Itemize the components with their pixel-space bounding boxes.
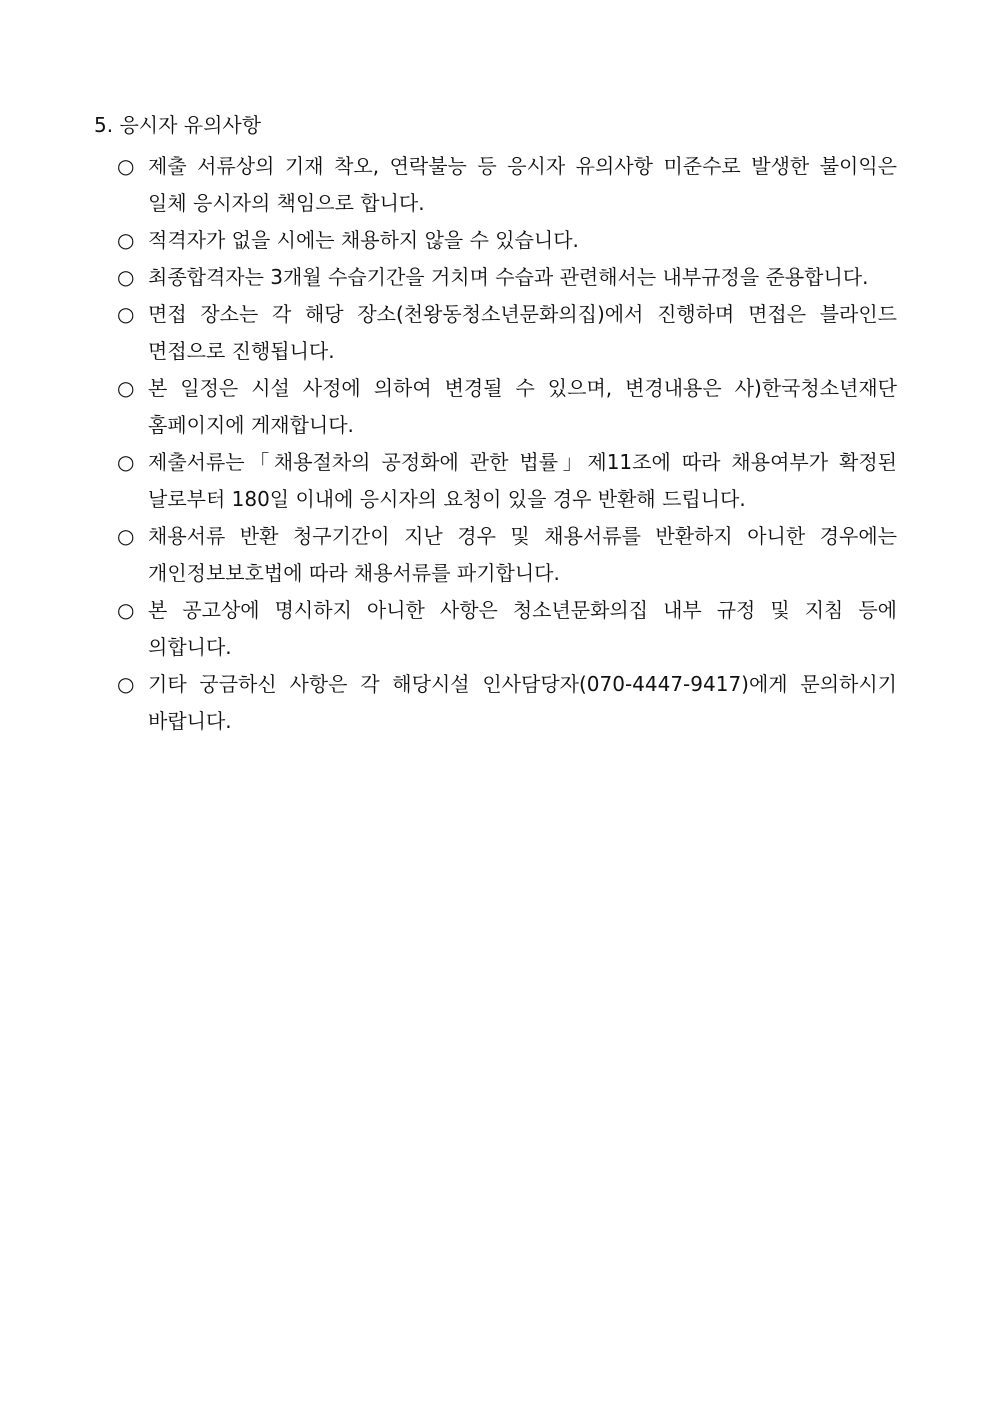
circle-bullet-icon: ○ [117, 524, 135, 548]
notice-item [117, 444, 897, 518]
circle-bullet-icon: ○ [117, 672, 135, 696]
notice-item [117, 518, 897, 592]
notice-item [117, 296, 897, 370]
circle-bullet-icon: ○ [117, 450, 135, 474]
notice-item [117, 592, 897, 666]
notice-text: 제출 서류상의 기재 착오, 연락불능 등 응시자 유의사항 미준수로 발생한 불이익은 일체 응시자의 책임으로 합니다. [148, 154, 897, 215]
notice-text: 적격자가 없을 시에는 채용하지 않을 수 있습니다. [148, 228, 579, 252]
circle-bullet-icon: ○ [117, 265, 135, 289]
notice-text: 채용서류 반환 청구기간이 지난 경우 및 채용서류를 반환하지 아니한 경우에는 개인정보보호법에 따라 채용서류를 파기합니다. [148, 524, 897, 585]
section-heading: 5. 응시자 유의사항 [94, 113, 262, 137]
notice-item [117, 259, 897, 296]
notice-item [117, 148, 897, 222]
notice-text: 본 공고상에 명시하지 아니한 사항은 청소년문화의집 내부 규정 및 지침 등에 의합니다. [148, 598, 897, 659]
notice-item [117, 666, 897, 740]
notice-text: 본 일정은 시설 사정에 의하여 변경될 수 있으며, 변경내용은 사)한국청소년재단 홈페이지에 게재합니다. [148, 376, 897, 437]
notice-text: 제출서류는「채용절차의 공정화에 관한 법률」제11조에 따라 채용여부가 확정된 날로부터 180일 이내에 응시자의 요청이 있을 경우 반환해 드립니다. [148, 450, 897, 511]
notice-text: 기타 궁금하신 사항은 각 해당시설 인사담당자(070-4447-9417)에게 문의하시기 바랍니다. [148, 672, 897, 733]
notice-text: 최종합격자는 3개월 수습기간을 거치며 수습과 관련해서는 내부규정을 준용합니다. [148, 265, 869, 289]
notice-list [117, 148, 897, 740]
circle-bullet-icon: ○ [117, 228, 135, 252]
notice-item [117, 222, 897, 259]
notice-item [117, 370, 897, 444]
circle-bullet-icon: ○ [117, 302, 135, 326]
circle-bullet-icon: ○ [117, 598, 135, 622]
notice-text: 면접 장소는 각 해당 장소(천왕동청소년문화의집)에서 진행하며 면접은 블라인드 면접으로 진행됩니다. [148, 302, 897, 363]
circle-bullet-icon: ○ [117, 154, 135, 178]
circle-bullet-icon: ○ [117, 376, 135, 400]
